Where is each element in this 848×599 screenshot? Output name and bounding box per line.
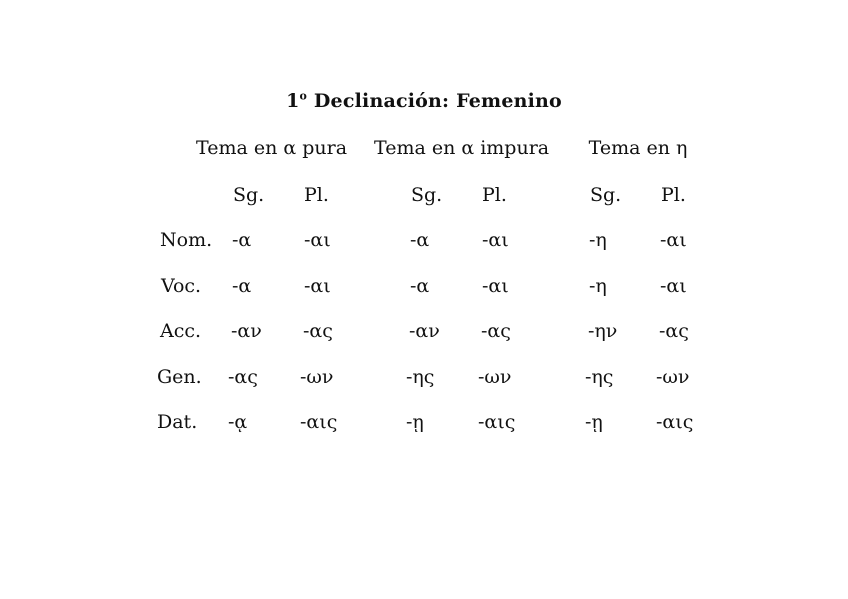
cell-ending: -ας [303, 320, 333, 342]
col-header-pl: Pl. [661, 184, 686, 206]
cell-ending: -ων [656, 366, 690, 388]
cell-ending: -αις [656, 411, 694, 433]
cell-ending: -ας [481, 320, 511, 342]
cell-ending: -ᾳ [228, 411, 248, 433]
cell-ending: -αι [482, 275, 509, 297]
cell-ending: -αν [231, 320, 262, 342]
cell-ending: -ην [588, 320, 618, 342]
case-label-dat: Dat. [157, 411, 198, 433]
col-header-pl: Pl. [304, 184, 329, 206]
title-number: 1 [286, 90, 300, 112]
cell-ending: -αι [304, 229, 331, 251]
cell-ending: -α [232, 229, 252, 251]
group-header-alpha-pura: Tema en α pura [196, 137, 348, 159]
cell-ending: -αι [660, 229, 687, 251]
cell-ending: -αις [300, 411, 338, 433]
cell-ending: -η [589, 229, 607, 251]
col-header-sg: Sg. [411, 184, 443, 206]
cell-ending: -ων [300, 366, 334, 388]
page-title [0, 90, 848, 112]
title-ordinal: o [299, 89, 308, 103]
cell-ending: -αις [478, 411, 516, 433]
cell-ending: -α [410, 229, 430, 251]
cell-ending: -αι [304, 275, 331, 297]
cell-ending: -ας [228, 366, 258, 388]
cell-ending: -αν [409, 320, 440, 342]
col-header-sg: Sg. [590, 184, 622, 206]
title-text: Declinación: Femenino [313, 90, 562, 112]
cell-ending: -ης [585, 366, 614, 388]
group-header-alpha-impura: Tema en α impura [374, 137, 550, 159]
group-header-eta: Tema en η [588, 137, 688, 159]
cell-ending: -ων [478, 366, 512, 388]
case-label-nom: Nom. [160, 229, 213, 251]
cell-ending: -αι [482, 229, 509, 251]
case-label-acc: Acc. [160, 320, 202, 342]
cell-ending: -η [589, 275, 607, 297]
case-label-gen: Gen. [157, 366, 202, 388]
cell-ending: -ῃ [406, 411, 424, 433]
cell-ending: -ῃ [585, 411, 603, 433]
cell-ending: -α [410, 275, 430, 297]
case-label-voc: Voc. [161, 275, 202, 297]
cell-ending: -α [232, 275, 252, 297]
col-header-pl: Pl. [482, 184, 507, 206]
cell-ending: -ης [406, 366, 435, 388]
cell-ending: -ας [659, 320, 689, 342]
cell-ending: -αι [660, 275, 687, 297]
col-header-sg: Sg. [233, 184, 265, 206]
